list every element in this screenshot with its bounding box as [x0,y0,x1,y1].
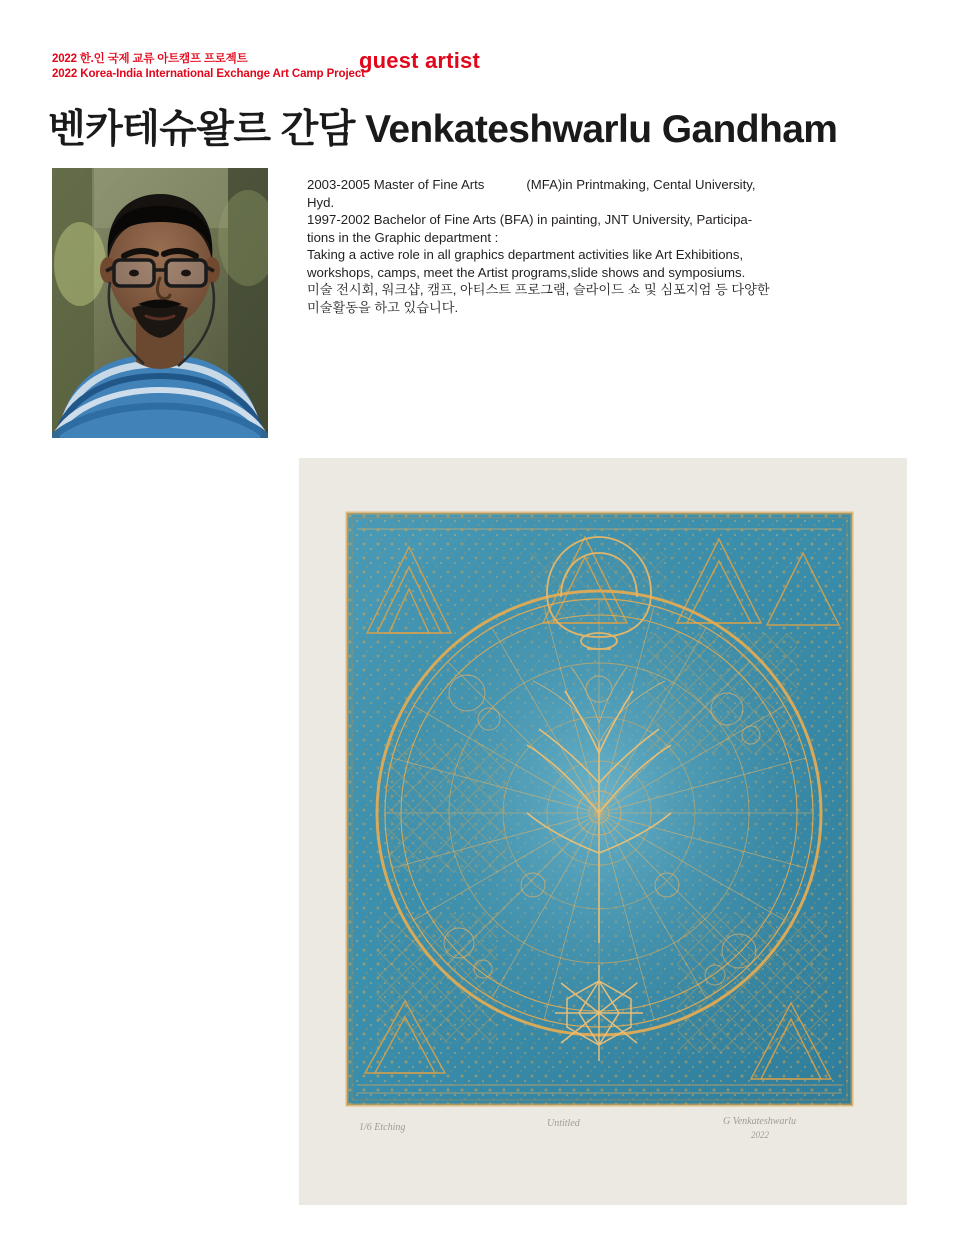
artist-bio [307,176,807,316]
svg-text:G Venkateshwarlu: G Venkateshwarlu [723,1116,797,1127]
bio-line-6: workshops, camps, meet the Artist programs,slide shows and symposiums. [307,264,746,280]
bio-line-1b: (MFA)in Printmaking, Cental University, [526,177,756,192]
artwork-image [299,458,907,1205]
bio-line-1 [307,176,807,194]
bio-line-5: Taking a active role in all graphics department activities like Art Exhibitions, [307,247,744,263]
bio-line-4: tions in the Graphic department : [307,229,499,245]
bio-line-2: Hyd. [307,194,335,210]
section-label: guest artist [359,48,480,73]
page-title: 벤카테슈왈르 간담 Venkateshwarlu Gandham [48,108,838,151]
svg-text:2022: 2022 [751,1130,769,1140]
svg-text:Untitled: Untitled [547,1118,580,1129]
bio-line-7: 미술 전시회, 워크샵, 캠프, 아티스트 프로그램, 슬라이드 쇼 및 심포지엄 등 다양한 [307,282,770,298]
bio-line-8: 미술활동을 하고 있습니다. [307,299,459,315]
svg-text:1/6 Etching: 1/6 Etching [359,1122,406,1133]
bio-line-1a: 2003-2005 Master of Fine Arts [307,177,485,192]
artist-portrait [52,168,268,438]
project-title-block [52,52,365,82]
project-title-english: 2022 Korea-India International Exchange Art Camp Project [52,68,365,81]
bio-line-3: 1997-2002 Bachelor of Fine Arts (BFA) in painting, JNT University, Participa- [307,212,753,228]
project-title-korean: 2022 한.인 국제 교류 아트캠프 프로젝트 [52,53,248,65]
